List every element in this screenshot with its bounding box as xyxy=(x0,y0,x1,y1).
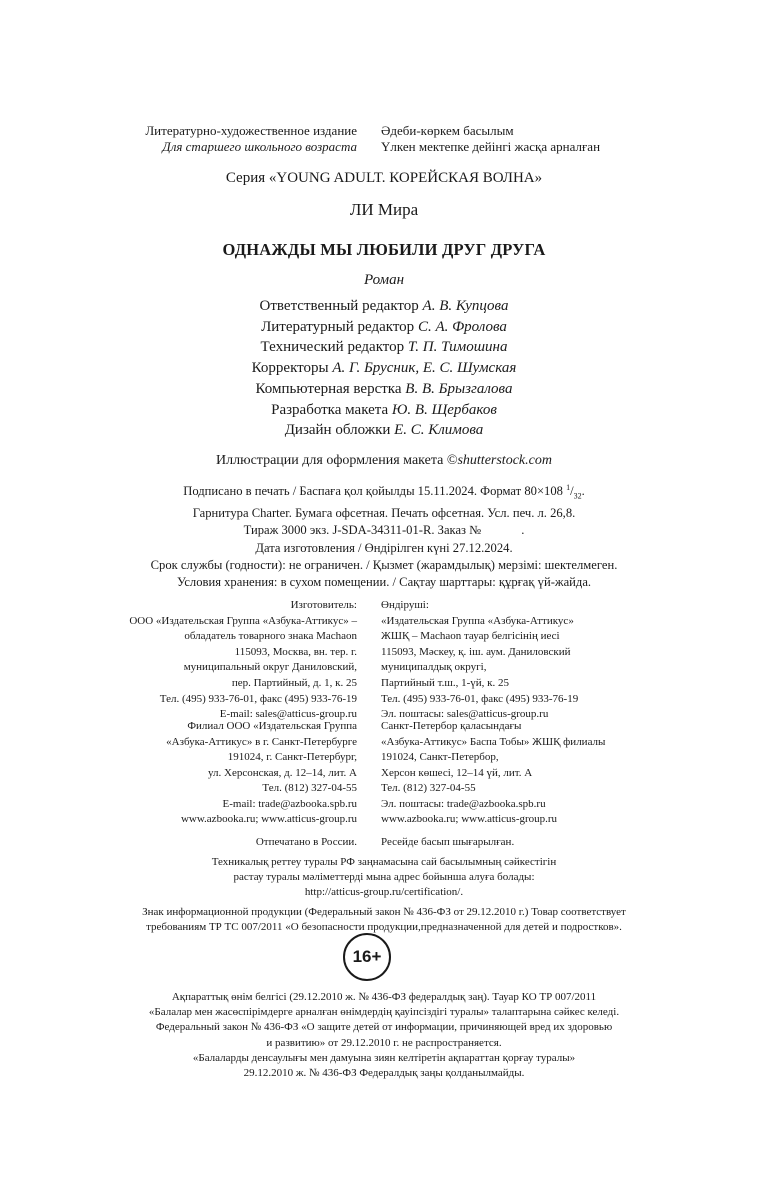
manufacturer-kz xyxy=(381,598,578,723)
branch-ru xyxy=(166,719,357,813)
credit-line: Дизайн обложки Е. С. Климова xyxy=(284,422,484,439)
address-line: Херсон көшесі, 12–14 үй, лит. А xyxy=(381,766,533,779)
notice-line: и развитию» от 29.12.2010 г. не распространяется. xyxy=(266,1036,502,1049)
category-left-line-1: Литературно-художественное издание xyxy=(145,123,357,138)
print-run: Тираж 3000 экз. J-SDA-34311-01-R. Заказ № . xyxy=(243,523,525,538)
book-title: ОДНАЖДЫ МЫ ЛЮБИЛИ ДРУГ ДРУГА xyxy=(222,240,546,259)
address-line: «Азбука-Аттикус» в г. Санкт-Петербурге xyxy=(166,735,357,748)
address-line: «Издательская Группа «Азбука-Аттикус» xyxy=(381,614,574,627)
websites-kz: www.azbooka.ru; www.atticus-group.ru xyxy=(381,813,558,825)
credit-line: Литературный редактор С. А. Фролова xyxy=(261,318,507,335)
kz-info-notice xyxy=(0,990,768,1081)
notice-line: требованиям ТР ТС 007/2011 «О безопасности продукции,предназначенной для детей и подростков». xyxy=(146,921,622,934)
series: Серия «YOUNG ADULT. КОРЕЙСКАЯ ВОЛНА» xyxy=(225,170,543,186)
address-line: «Азбука-Аттикус» Баспа Тобы» ЖШҚ филиалы xyxy=(381,735,606,748)
address-line: Санкт-Петербор қаласындағы xyxy=(381,720,522,732)
notice-line: Ақпараттық өнім белгісі (29.12.2010 ж. № 436-ФЗ федералдық заң). Тауар КО ТР 007/2011 xyxy=(171,991,597,1003)
print-info xyxy=(0,479,768,591)
printed-in-ru: Отпечатано в России. xyxy=(255,836,357,848)
email-line: E-mail: sales@atticus-group.ru xyxy=(219,708,357,721)
manufacturer-label: Изготовитель: xyxy=(290,599,357,611)
storage-conditions: Условия хранения: в сухом помещении. / Сақтау шарттары: құрғақ үй-жайда. xyxy=(176,575,592,590)
certification-notice xyxy=(0,855,768,901)
illustrations-credit: Иллюстрации для оформления макета ©shutterstock.com xyxy=(216,453,552,468)
manufacturer-label: Өндіруші: xyxy=(381,599,429,611)
address-line: ул. Херсонская, д. 12–14, лит. А xyxy=(208,766,357,779)
notice-line: «Балаларды денсаулығы мен дамуына зиян келтіретін ақпараттан қорғау туралы» xyxy=(192,1051,576,1064)
phone-line: Тел. (495) 933-76-01, факс (495) 933-76-19 xyxy=(159,692,357,705)
notice-line: Техникалық реттеу туралы РФ заңнамасына сай басылымның сәйкестігін xyxy=(211,856,557,868)
author: ЛИ Мира xyxy=(349,200,419,219)
phone-line: Тел. (812) 327-04-55 xyxy=(262,782,357,795)
shelf-life: Срок службы (годности): не ограничен. / Қызмет (жарамдылық) мерзімі: шектелмеген. xyxy=(150,557,618,572)
address-line: 115093, Москва, вн. тер. г. xyxy=(234,645,357,658)
email-line: Эл. поштасы: trade@azbooka.spb.ru xyxy=(381,797,546,810)
address-line: муниципалдық округі, xyxy=(381,661,487,674)
typeface-info: Гарнитура Charter. Бумага офсетная. Печать офсетная. Усл. печ. л. 26,8. xyxy=(192,506,576,520)
address-line: 191024, Санкт-Петербор, xyxy=(381,751,499,764)
websites-ru: www.azbooka.ru; www.atticus-group.ru xyxy=(180,813,357,825)
address-line: Партийный т.ш., 1-үй, к. 25 xyxy=(381,676,510,689)
notice-line: Знак информационной продукции (Федеральный закон № 436-ФЗ от 29.12.2010 г.) Товар соответствует xyxy=(142,906,626,918)
address-line: муниципальный округ Даниловский, xyxy=(183,661,357,674)
category-left-line-2: Для старшего школьного возраста xyxy=(162,139,357,154)
notice-line: растау туралы мәліметтерді мына адрес бойынша алуға болады: xyxy=(233,871,535,884)
credit-line: Разработка макета Ю. В. Щербаков xyxy=(271,401,497,418)
genre: Роман xyxy=(363,272,405,288)
address-line: обладатель товарного знака Machaon xyxy=(184,630,357,643)
address-line: пер. Партийный, д. 1, к. 25 xyxy=(231,676,357,689)
category-left xyxy=(145,123,357,155)
info-product-sign xyxy=(0,905,768,935)
notice-line: 29.12.2010 ж. № 436-ФЗ Федералдық заңы қолданылмайды. xyxy=(243,1067,525,1080)
email-line: E-mail: trade@azbooka.spb.ru xyxy=(222,797,357,810)
category-right xyxy=(381,123,600,155)
printed-in-kz: Ресейде басып шығарылған. xyxy=(381,836,515,848)
credit-line: Технический редактор Т. П. Тимошина xyxy=(260,339,508,356)
address-line: 115093, Мәскеу, қ. іш. аум. Даниловский xyxy=(381,645,571,658)
category-right-line-1: Әдеби-көркем басылым xyxy=(381,123,514,138)
manufacture-date: Дата изготовления / Өндірілген күні 27.12.2024. xyxy=(255,540,513,555)
credit-line: Корректоры А. Г. Брусник, Е. С. Шумская xyxy=(251,360,517,377)
certification-url: http://atticus-group.ru/certification/. xyxy=(304,886,464,899)
address-line: ООО «Издательская Группа «Азбука-Аттикус» – xyxy=(129,614,357,627)
address-line: 191024, г. Санкт-Петербург, xyxy=(227,751,357,764)
phone-line: Тел. (495) 933-76-01, факс (495) 933-76-19 xyxy=(381,692,579,705)
notice-line: «Балалар мен жасөспірімдерге арналған өнімдердің қауіпсіздігі туралы» талаптарына сәйкес келеді. xyxy=(148,1006,620,1019)
credit-line: Ответственный редактор А. В. Купцова xyxy=(259,298,509,314)
address-line: Филиал ООО «Издательская Группа xyxy=(187,720,357,732)
manufacturer-ru xyxy=(129,598,357,723)
phone-line: Тел. (812) 327-04-55 xyxy=(381,782,476,795)
category-right-line-2: Үлкен мектепке дейінгі жасқа арналған xyxy=(381,139,601,154)
branch-kz xyxy=(381,719,605,813)
notice-line: Федеральный закон № 436-ФЗ «О защите детей от информации, причиняющей вред их здоровью xyxy=(155,1021,613,1034)
credit-line: Компьютерная верстка В. В. Брызгалова xyxy=(255,380,513,397)
address-line: ЖШҚ – Machaon тауар белгісінің иесі xyxy=(381,630,560,643)
signed-to-print: Подписано в печать / Баспаға қол қойылды 15.11.2024. Формат 80×108 $^1/_{32}$. xyxy=(183,483,585,501)
staff-credits xyxy=(0,296,768,441)
email-line: Эл. поштасы: sales@atticus-group.ru xyxy=(381,708,549,721)
age-rating-badge: 16+ xyxy=(343,933,391,981)
